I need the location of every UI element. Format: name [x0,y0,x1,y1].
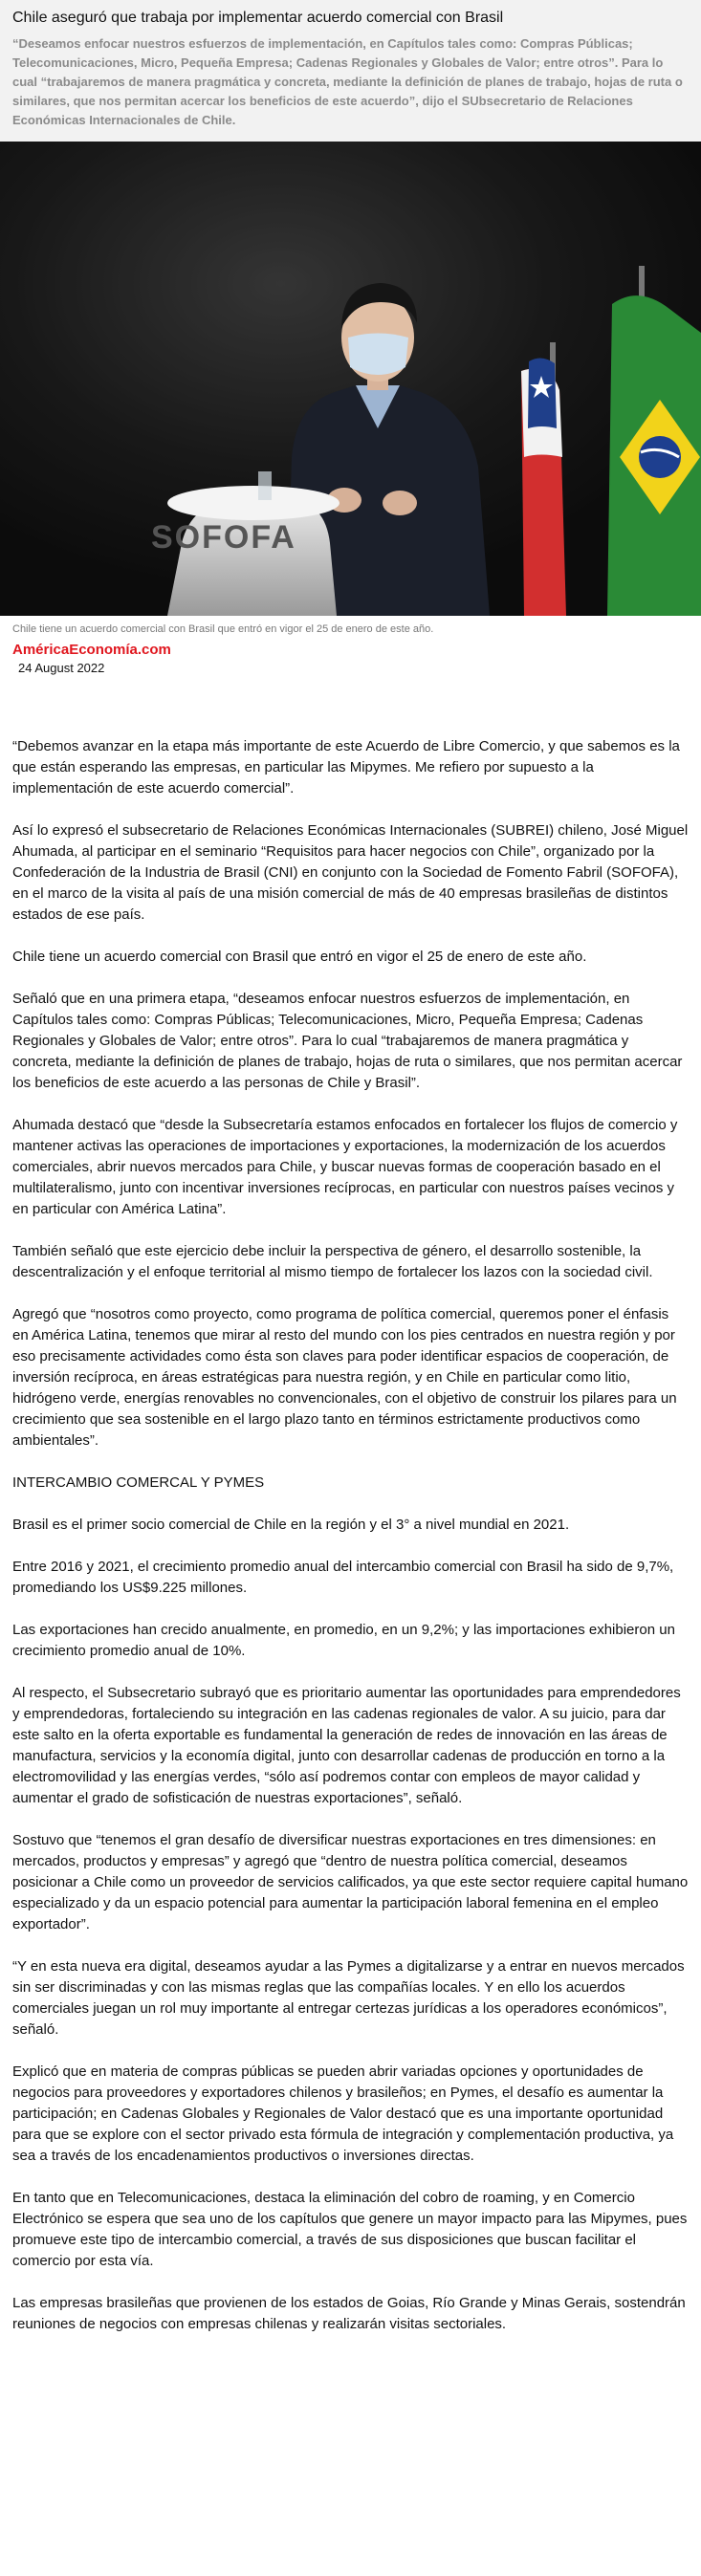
paragraph: Al respecto, el Subsecretario subrayó que es prioritario aumentar las oportunidades para emprendedores y emprendedoras, fortaleciendo su integración en las cadenas regionales de valor. A su juicio, para dar este salto en la oferta exportable es fundamental la generación de redes de innovación en las áreas de manufactura, servicios y la economía digital, junto con desarrollar cadenas de producción en torno a la electromovilidad y las energías verdes, “sólo así podremos contar con empleos de mayor calidad y aumentar el grado de sofisticación de nuestras exportaciones”, señaló. [12,1685,681,1806]
paragraph: Así lo expresó el subsecretario de Relaciones Económicas Internacionales (SUBREI) chileno, José Miguel Ahumada, al participar en el seminario “Requisitos para hacer negocios con Chile”, organizado por la Confederación de la Industria de Brasil (CNI) en conjunto con la Sociedad de Fomento Fabril (SOFOFA), en el marco de la visita al país de una misión comercial de más de 40 empresas brasileñas de distintos estados de ese país. [12,822,689,923]
photo-caption-block [0,616,701,677]
paragraph: También señaló que este ejercicio debe incluir la perspectiva de género, el desarrollo sostenible, la descentralización y el enfoque territorial al mismo tiempo de fortalecer los lazos con la sociedad civil. [12,1243,653,1280]
paragraph: Las empresas brasileñas que provienen de los estados de Goias, Río Grande y Minas Gerais, sostendrán reuniones de negocios con empresas chilenas y realizarán visitas sectoriales. [12,2295,686,2332]
podium-logo-text: SOFOFA [151,519,296,556]
paragraph: Chile tiene un acuerdo comercial con Brasil que entró en vigor el 25 de enero de este año. [12,949,587,965]
paragraph: Explicó que en materia de compras públicas se pueden abrir variadas opciones y oportunidades de negocios para proveedores y exportadores chilenos y brasileños; en Pymes, el desafío es aumentar la participación; en Cadenas Globales y Regionales de Valor destacó que es una importante oportunidad para que se explore con el sector privado esta fórmula de integración y complementación productiva, ya sea a través de los encadenamientos productivos o inversiones directas. [12,2063,674,2164]
paragraph: Ahumada destacó que “desde la Subsecretaría estamos enfocados en fortalecer los flujos de comercio y mantener activas las operaciones de importaciones y exportaciones, la modernización de los acuerdos comerciales, abrir nuevos mercados para Chile, y buscar nuevas formas de cooperación basado en el multilateralismo, junto con incentivar inversiones recíprocas, en particular con nuestros países vecinos y en particular con América Latina”. [12,1117,678,1217]
article-photo [0,142,701,616]
speaker-photo-illustration [0,142,701,616]
paragraph: Las exportaciones han crecido anualmente, en promedio, en un 9,2%; y las importaciones exhibieron un crecimiento promedio anual de 10%. [12,1622,675,1659]
article-lede: “Deseamos enfocar nuestros esfuerzos de implementación, en Capítulos tales como: Compras Públicas; Telecomunicaciones, Micro, Pequeña Empresa; Cadenas Regionales y Globales de Valor; entre otros”. Para lo cual “trabajaremos de manera pragmática y concreta, mediante la definición de planes de trabajo, hojas de ruta o similares, que nos permitan acercar los beneficios de este acuerdo”, dijo el SUbsecretario de Relaciones Económicas Internacionales de Chile. [12,36,683,127]
publish-date: 24 August 2022 [18,661,105,675]
paragraph: “Debemos avanzar en la etapa más importante de este Acuerdo de Libre Comercio, y que sabemos es la que están esperando las empresas, en particular las Mipymes. Me refiero por supuesto a la implementación de este acuerdo comercial”. [12,738,680,797]
paragraph: “Y en esta nueva era digital, deseamos ayudar a las Pymes a digitalizarse y a entrar en nuevos mercados sin ser discriminadas y con las mismas reglas que las compañías locales. Y en ello los acuerdos comerciales juegan un rol muy importante al entregar certezas jurídicas a los operadores económicos”, señaló. [12,1958,685,2038]
paragraph: Brasil es el primer socio comercial de Chile en la región y el 3° a nivel mundial en 2021. [12,1517,570,1533]
paragraph: Señaló que en una primera etapa, “deseamos enfocar nuestros esfuerzos de implementación, en Capítulos tales como: Compras Públicas; Telecomunicaciones, Micro, Pequeña Empresa; Cadenas Regionales y Globales de Valor; entre otros”. Para lo cual “trabajaremos de manera pragmática y concreta, mediante la definición de planes de trabajo, hojas de ruta o similares, que nos permitan acercar los beneficios de este acuerdo a las personas de Chile y Brasil”. [12,991,683,1091]
article-body [0,677,701,2335]
paragraph: En tanto que en Telecomunicaciones, destaca la eliminación del cobro de roaming, y en Comercio Electrónico se espera que sea uno de los capítulos que genere un mayor impacto para las Mipymes, pues promueve este tipo de intercambio comercial, a través de sus disposiciones que buscan facilitar el comercio por esta vía. [12,2190,688,2269]
paragraph: Agregó que “nosotros como proyecto, como programa de política comercial, queremos poner el énfasis en América Latina, tenemos que mirar al resto del mundo con los pies centrados en nuestra región y por eso precisamente actividades como ésta son claves para poder identificar espacios de cooperación, de inversión recíproca, en áreas estratégicas para nuestra región, y en Chile en particular como litio, hidrógeno verde, energías renovables no convencionales, con el objetivo de construir los pilares para un crecimiento que sea sostenible en el largo plazo tanto en términos estrictamente productivos como ambientales”. [12,1306,677,1449]
section-heading: INTERCAMBIO COMERCAL Y PYMES [12,1474,265,1491]
article-title: Chile aseguró que trabaja por implementar acuerdo comercial con Brasil [12,10,504,26]
photo-caption: Chile tiene un acuerdo comercial con Brasil que entró en vigor el 25 de enero de este año. [12,623,434,635]
article-header [0,0,701,142]
paragraph: Entre 2016 y 2021, el crecimiento promedio anual del intercambio comercial con Brasil ha sido de 9,7%, promediando los US$9.225 millones. [12,1559,674,1596]
paragraph: Sostuvo que “tenemos el gran desafío de diversificar nuestras exportaciones en tres dimensiones: en mercados, productos y empresas” y agregó que “dentro de nuestra política comercial, deseamos posicionar a Chile como un proveedor de servicios calificados, ya que este sector requiere capital humano especializado y da un espacio potencial para aumentar la participación laboral femenina en el empleo exportador”. [12,1832,689,1932]
source-link[interactable]: AméricaEconomía.com [12,642,171,658]
